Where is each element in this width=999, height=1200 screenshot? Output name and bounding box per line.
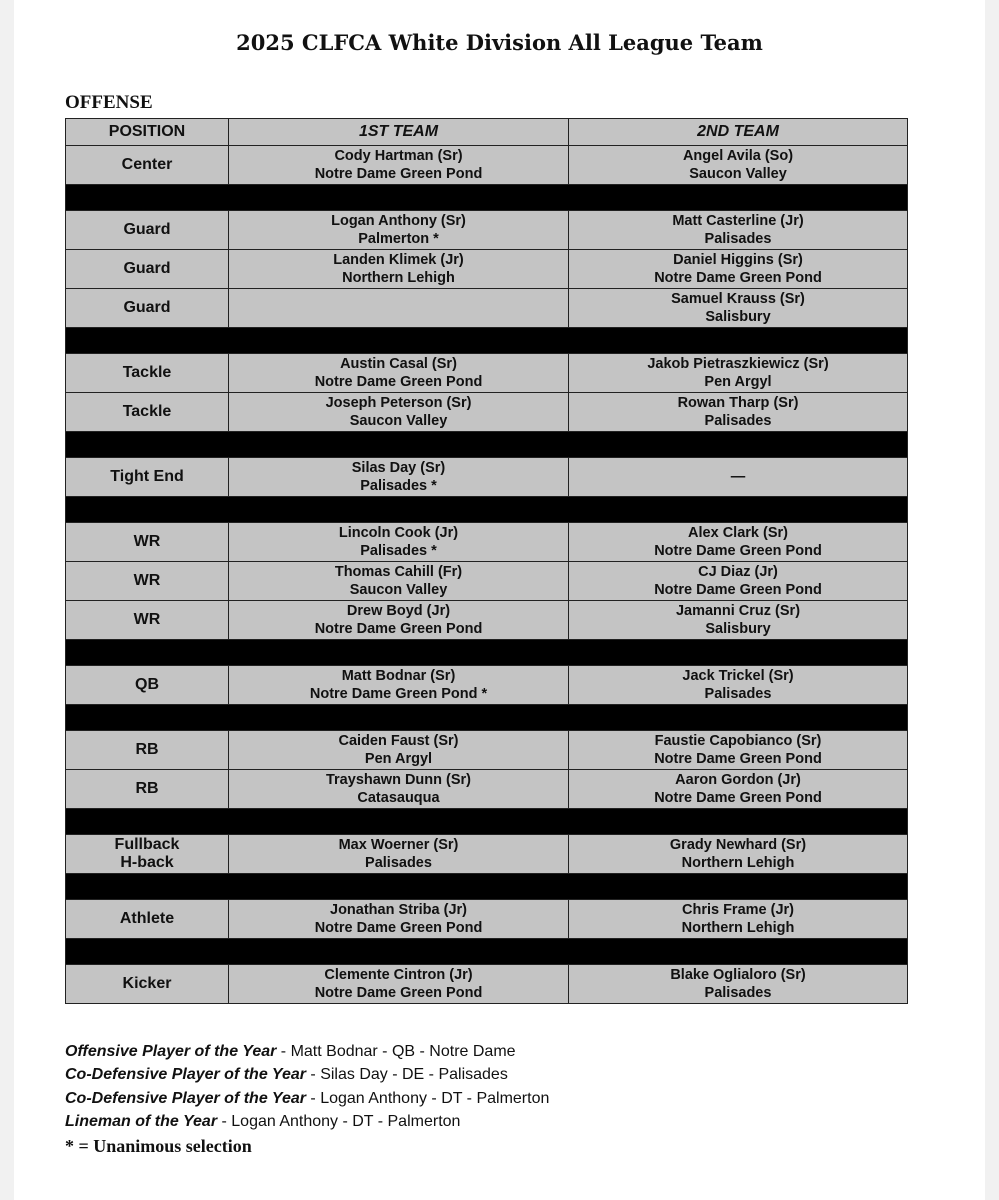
document-title: 2025 CLFCA White Division All League Team	[236, 30, 763, 55]
position-cell	[66, 354, 229, 393]
position-label: Tackle	[122, 403, 172, 420]
award-line	[65, 1063, 915, 1086]
school-name: Palisades	[704, 985, 772, 1001]
first-team-cell	[229, 354, 569, 393]
second-team-cell	[569, 458, 908, 497]
section-label-offense: OFFENSE	[65, 92, 153, 113]
school-name: Salisbury	[705, 621, 771, 637]
school-name: Palisades	[365, 855, 432, 871]
player-name: Trayshawn Dunn (Sr)	[325, 772, 472, 788]
award-line	[65, 1040, 915, 1063]
position-cell	[66, 146, 229, 185]
award-title: Co-Defensive Player of the Year	[65, 1066, 306, 1084]
player-name: Thomas Cahill (Fr)	[334, 564, 463, 580]
position-cell	[66, 835, 229, 874]
award-title: Offensive Player of the Year	[65, 1043, 277, 1060]
position-label: Guard	[123, 299, 171, 316]
second-team-cell	[569, 666, 908, 705]
position-cell	[66, 523, 229, 562]
school-name: Saucon Valley	[349, 413, 448, 429]
first-team-cell	[229, 601, 569, 640]
first-team-cell	[229, 835, 569, 874]
position-label: WR	[133, 533, 161, 550]
table-header-row	[66, 119, 908, 146]
position-label: Tackle	[122, 364, 172, 381]
first-team-cell	[229, 666, 569, 705]
separator-row	[66, 874, 908, 900]
separator-row	[66, 939, 908, 965]
table-row	[66, 211, 908, 250]
table-row	[66, 900, 908, 939]
school-name: Notre Dame Green Pond	[654, 582, 822, 598]
footer	[65, 1040, 915, 1157]
table-row	[66, 393, 908, 432]
player-name: Jakob Pietraszkiewicz (Sr)	[647, 356, 829, 372]
separator-bar	[66, 705, 908, 731]
school-name: Notre Dame Green Pond	[314, 621, 483, 637]
player-name: Max Woerner (Sr)	[338, 837, 459, 853]
second-team-cell	[569, 835, 908, 874]
player-name: CJ Diaz (Jr)	[698, 564, 778, 580]
second-team-cell	[569, 562, 908, 601]
table-row	[66, 523, 908, 562]
school-name: Notre Dame Green Pond	[654, 790, 822, 806]
separator-row	[66, 432, 908, 458]
school-name: Pen Argyl	[364, 751, 433, 767]
first-team-cell	[229, 562, 569, 601]
position-label: WR	[133, 572, 161, 589]
player-name: Grady Newhard (Sr)	[669, 837, 807, 853]
school-name: Notre Dame Green Pond	[654, 751, 822, 767]
separator-row	[66, 328, 908, 354]
school-name: Pen Argyl	[704, 374, 772, 390]
player-name: Logan Anthony (Sr)	[331, 213, 466, 229]
player-name: Matt Casterline (Jr)	[672, 213, 804, 229]
second-team-cell	[569, 250, 908, 289]
player-name: —	[730, 469, 746, 485]
player-name: Faustie Capobianco (Sr)	[654, 733, 822, 749]
separator-bar	[66, 432, 908, 458]
position-cell	[66, 900, 229, 939]
unanimous-note: * = Unanimous selection	[65, 1136, 252, 1157]
position-cell	[66, 458, 229, 497]
second-team-cell	[569, 965, 908, 1004]
player-name: Samuel Krauss (Sr)	[671, 291, 805, 307]
player-name: Blake Oglialoro (Sr)	[670, 967, 806, 983]
school-name: Salisbury	[705, 309, 771, 325]
header-first-team: 1ST TEAM	[229, 119, 569, 146]
position-label: Center	[121, 156, 173, 173]
position-label: RB	[135, 780, 159, 797]
table-row	[66, 770, 908, 809]
award-recipient: - Silas Day - DE - Palisades	[305, 1066, 508, 1084]
school-name: Northern Lehigh	[681, 920, 795, 936]
school-name: Notre Dame Green Pond	[654, 270, 822, 286]
first-team-cell	[229, 146, 569, 185]
school-name: Notre Dame Green Pond	[314, 985, 483, 1001]
position-cell	[66, 289, 229, 328]
position-cell	[66, 562, 229, 601]
second-team-cell	[569, 289, 908, 328]
position-label: WR	[133, 611, 161, 628]
table-row	[66, 666, 908, 705]
separator-bar	[66, 640, 908, 666]
school-name: Palmerton *	[358, 231, 439, 247]
school-name: Palisades	[704, 231, 772, 247]
award-line	[65, 1087, 915, 1110]
position-cell	[66, 770, 229, 809]
second-team-cell	[569, 731, 908, 770]
page-margin-right	[985, 0, 999, 1200]
school-name: Catasauqua	[357, 790, 440, 806]
separator-row	[66, 497, 908, 523]
school-name: Saucon Valley	[689, 166, 787, 182]
second-team-cell	[569, 354, 908, 393]
player-name: Drew Boyd (Jr)	[346, 603, 451, 619]
position-label: Kicker	[122, 975, 172, 992]
position-label: Fullback	[114, 836, 180, 853]
player-name: Landen Klimek (Jr)	[333, 252, 464, 268]
position-label: QB	[135, 676, 159, 693]
first-team-cell	[229, 289, 569, 328]
first-team-cell	[229, 965, 569, 1004]
separator-bar	[66, 874, 908, 900]
position-cell	[66, 250, 229, 289]
player-name: Angel Avila (So)	[682, 148, 794, 164]
player-name: Caiden Faust (Sr)	[338, 733, 459, 749]
position-label: RB	[135, 741, 159, 758]
player-name: Aaron Gordon (Jr)	[675, 772, 801, 788]
position-label: Guard	[123, 221, 171, 238]
position-cell	[66, 211, 229, 250]
second-team-cell	[569, 211, 908, 250]
first-team-cell	[229, 458, 569, 497]
school-name: Palisades	[704, 413, 772, 429]
school-name: Palisades *	[360, 478, 437, 494]
table-row	[66, 601, 908, 640]
second-team-cell	[569, 523, 908, 562]
first-team-cell	[229, 731, 569, 770]
player-name: Joseph Peterson (Sr)	[325, 395, 472, 411]
table-row	[66, 562, 908, 601]
award-title: Lineman of the Year	[65, 1112, 218, 1130]
separator-bar	[66, 497, 908, 523]
player-name: Clemente Cintron (Jr)	[324, 967, 473, 983]
school-name: Notre Dame Green Pond	[654, 543, 822, 559]
award-line	[65, 1110, 915, 1133]
position-cell	[66, 965, 229, 1004]
award-recipient: - Matt Bodnar - QB - Notre Dame	[276, 1043, 516, 1060]
school-name: Saucon Valley	[349, 582, 448, 598]
roster-body	[66, 146, 908, 1004]
table-row	[66, 289, 908, 328]
first-team-cell	[229, 523, 569, 562]
separator-row	[66, 705, 908, 731]
table-row	[66, 965, 908, 1004]
position-cell	[66, 601, 229, 640]
first-team-cell	[229, 770, 569, 809]
second-team-cell	[569, 146, 908, 185]
separator-row	[66, 640, 908, 666]
player-name: Chris Frame (Jr)	[681, 902, 794, 918]
second-team-cell	[569, 770, 908, 809]
player-name: Austin Casal (Sr)	[340, 356, 457, 372]
player-name: Alex Clark (Sr)	[688, 525, 788, 541]
position-cell	[66, 731, 229, 770]
table-row	[66, 250, 908, 289]
position-label: Tight End	[110, 468, 184, 485]
separator-row	[66, 809, 908, 835]
school-name: Notre Dame Green Pond *	[309, 686, 488, 702]
table-row	[66, 354, 908, 393]
school-name: Notre Dame Green Pond	[314, 920, 483, 936]
separator-bar	[66, 809, 908, 835]
player-name: Lincoln Cook (Jr)	[338, 525, 459, 541]
separator-bar	[66, 939, 908, 965]
position-label: Athlete	[119, 910, 175, 927]
second-team-cell	[569, 393, 908, 432]
school-name: Notre Dame Green Pond	[314, 166, 483, 182]
header-second-team: 2ND TEAM	[569, 119, 908, 146]
table-row	[66, 146, 908, 185]
player-name: Cody Hartman (Sr)	[334, 148, 463, 164]
school-name: Palisades *	[360, 543, 437, 559]
player-name: Jonathan Striba (Jr)	[330, 902, 467, 918]
first-team-cell	[229, 211, 569, 250]
separator-bar	[66, 185, 908, 211]
award-recipient: - Logan Anthony - DT - Palmerton	[305, 1089, 550, 1107]
position-label: Guard	[123, 260, 171, 277]
first-team-cell	[229, 393, 569, 432]
school-name: Northern Lehigh	[681, 855, 795, 871]
second-team-cell	[569, 601, 908, 640]
header-position: POSITION	[66, 119, 229, 146]
player-name: Jack Trickel (Sr)	[682, 668, 794, 684]
award-title: Co-Defensive Player of the Year	[65, 1089, 306, 1107]
school-name: Palisades	[704, 686, 772, 702]
school-name: Northern Lehigh	[342, 270, 455, 286]
page-margin-left	[0, 0, 14, 1200]
player-name: Matt Bodnar (Sr)	[341, 668, 456, 684]
first-team-cell	[229, 900, 569, 939]
second-team-cell	[569, 900, 908, 939]
first-team-cell	[229, 250, 569, 289]
table-row	[66, 731, 908, 770]
offense-roster-table	[65, 118, 908, 1004]
position-cell	[66, 666, 229, 705]
player-name: Jamanni Cruz (Sr)	[675, 603, 801, 619]
school-name: Notre Dame Green Pond	[314, 374, 483, 390]
awards-list	[65, 1040, 915, 1133]
table-row	[66, 835, 908, 874]
player-name: Rowan Tharp (Sr)	[677, 395, 799, 411]
player-name: Silas Day (Sr)	[351, 460, 446, 476]
position-cell	[66, 393, 229, 432]
separator-row	[66, 185, 908, 211]
player-name: Daniel Higgins (Sr)	[673, 252, 803, 268]
award-recipient: - Logan Anthony - DT - Palmerton	[217, 1112, 461, 1130]
table-row	[66, 458, 908, 497]
position-label: H-back	[120, 854, 174, 871]
separator-bar	[66, 328, 908, 354]
